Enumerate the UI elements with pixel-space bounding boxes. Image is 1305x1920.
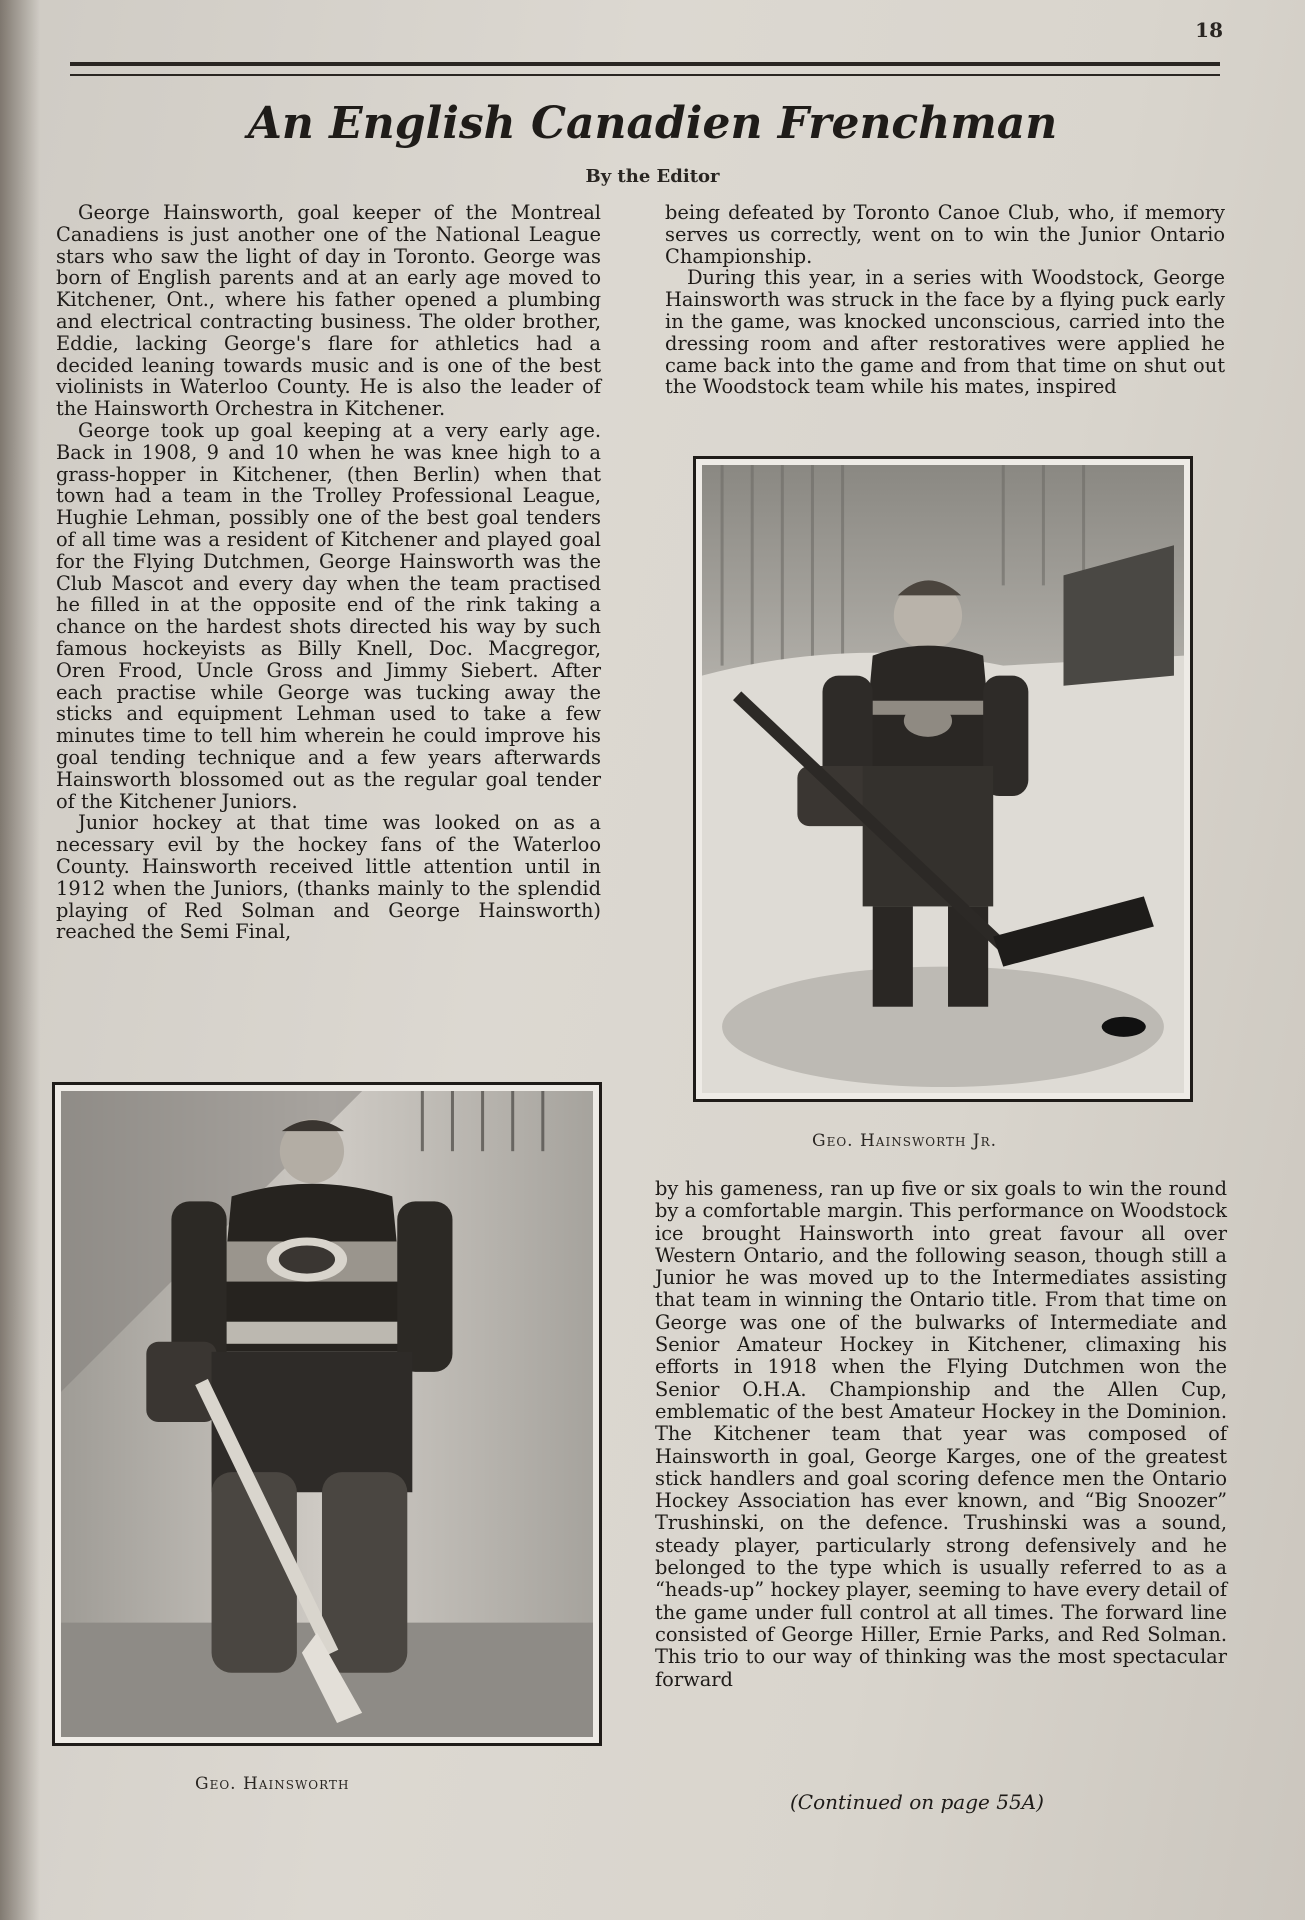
continued-note: (Continued on page 55A) [790, 1790, 1044, 1814]
photo-hainsworth-jr-image [702, 465, 1184, 1093]
paragraph: George Hainsworth, goal keeper of the Montreal Canadiens is just another one of the National League stars who saw the light of day in Toronto. George was born of English parents and at an early age moved to Kitchener, Ont., where his father opened a plumbing and electrical contracting business. The older brother, Eddie, lacking George's flare for athletics had a decided leaning towards music and is one of the best violinists in Waterloo County. He is also the leader of the Hainsworth Orchestra in Kitchener. [56, 201, 601, 421]
paragraph: George took up goal keeping at a very early age. Back in 1908, 9 and 10 when he was knee high to a grass-hopper in Kitchener, (then Berlin) when that town had a team in the Trolley Professional League, Hughie Lehman, possibly one of the best goal tenders of all time was a resident of Kitchener and played goal for the Flying Dutchmen, George Hainsworth was the Club Mascot and every day when the team practised he filled in at the opposite end of the rink taking a chance on the hardest shots directed his way by such famous hockeyists as Billy Knell, Doc. Macgregor, Oren Frood, Uncle Gross and Jimmy Siebert. After each practise while George was tucking away the sticks and equipment Lehman used to take a few minutes time to tell him wherein he could improve his goal tending technique and a few years afterwards Hainsworth blossomed out as the regular goal tender of the Kitchener Juniors. [56, 418, 601, 813]
article-byline: By the Editor [585, 166, 720, 187]
paragraph: being defeated by Toronto Canoe Club, who, if memory serves us correctly, went on to win the Junior Ontario Championship. [665, 201, 1225, 268]
header-rule [70, 62, 1220, 76]
article-title: An English Canadien Frenchman [247, 98, 1058, 149]
paragraph: Junior hockey at that time was looked on as a necessary evil by the hockey fans of the Waterloo County. Hainsworth received little attention until in 1912 when the Juniors, (thanks mainly to the splendid playing of Red Solman and George Hainsworth) reached the Semi Final, [56, 811, 601, 944]
caption-hainsworth-jr: Geo. Hainsworth Jr. [812, 1131, 998, 1151]
photo-hainsworth-jr [693, 456, 1193, 1102]
caption-hainsworth: Geo. Hainsworth [195, 1774, 350, 1794]
photo-hainsworth-image [61, 1091, 593, 1737]
article-column-left [56, 202, 601, 943]
article-column-right-top [665, 202, 1225, 398]
page-gutter-shadow [0, 0, 40, 1920]
paragraph: During this year, in a series with Woodstock, George Hainsworth was struck in the face by a flying puck early in the game, was knocked unconscious, carried into the dressing room and after restoratives were applied he came back into the game and from that time on shut out the Woodstock team while his mates, inspired [665, 266, 1225, 399]
photo-hainsworth [52, 1082, 602, 1746]
article-column-right-bottom [655, 1178, 1227, 1691]
page-number: 18 [1195, 18, 1223, 42]
paragraph: by his gameness, ran up five or six goals to win the round by a comfortable margin. This performance on Woodstock ice brought Hainsworth into great favour all over Western Ontario, and the following season, though still a Junior he was moved up to the Intermediates assisting that team in winning the Ontario title. From that time on George was one of the bulwarks of Intermediate and Senior Amateur Hockey in Kitchener, climaxing his efforts in 1918 when the Flying Dutchmen won the Senior O.H.A. Championship and the Allen Cup, emblematic of the best Amateur Hockey in the Dominion. The Kitchener team that year was composed of Hainsworth in goal, George Karges, one of the greatest stick handlers and goal scoring defence men the Ontario Hockey Association has ever known, and “Big Snoozer” Trushinski, on the defence. Trushinski was a sound, steady player, particularly strong defensively and he belonged to the type which is usually referred to as a “heads-up” hockey player, seeming to have every detail of the game under full control at all times. The forward line consisted of George Hiller, Ernie Parks, and Red Solman. This trio to our way of thinking was the most spectacular forward [655, 1177, 1227, 1691]
